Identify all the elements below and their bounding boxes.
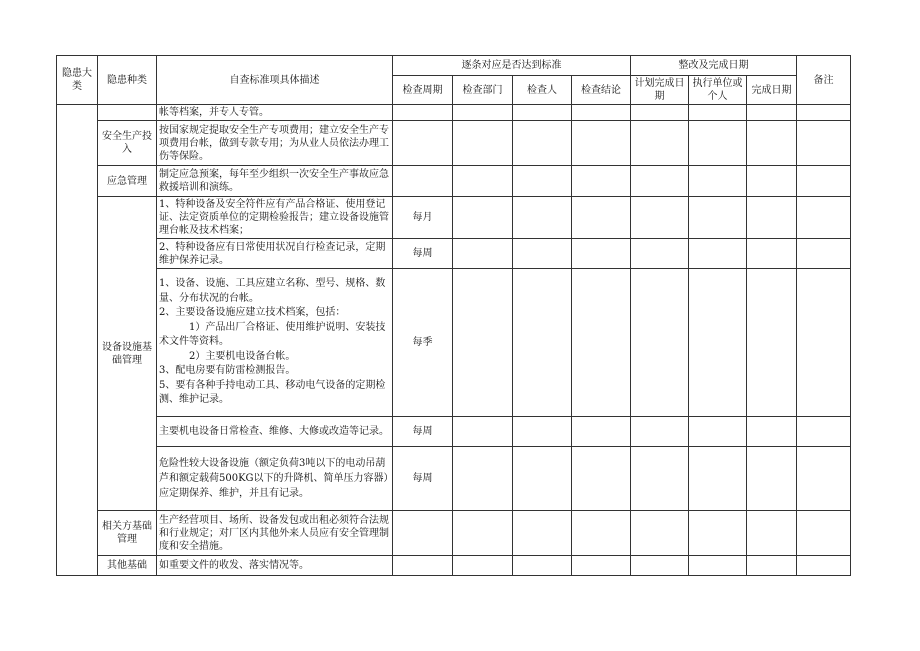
header-row-1 xyxy=(57,56,851,76)
description-cell: 制定应急预案，每年至少组织一次安全生产事故应急救援培训和演练。 xyxy=(157,166,393,197)
header-compliance-group: 逐条对应是否达到标准 xyxy=(393,56,631,76)
header-remark: 备注 xyxy=(797,56,851,105)
table-row xyxy=(57,166,851,197)
description-line: 1、设备、设施、工具应建立名称、型号、规格、数量、分布状况的台帐。 xyxy=(159,278,386,304)
cycle-cell: 每周 xyxy=(393,417,453,447)
inspection-form-table xyxy=(56,55,851,576)
table-row xyxy=(57,121,851,166)
description-cell: 2、特种设备应有日常使用状况自行检查记录，定期维护保养记录。 xyxy=(157,239,393,269)
table-row xyxy=(57,511,851,556)
description-cell: 危险性较大设备设施（额定负荷3吨以下的电动吊葫芦和额定载荷500KG以下的升降机、简单压力容器）应定期保养、维护，并且有记录。 xyxy=(157,447,393,511)
description-cell: 主要机电设备日常检查、维修、大修或改造等记录。 xyxy=(157,417,393,447)
type-cell: 其他基础 xyxy=(98,556,157,576)
type-cell: 相关方基础管理 xyxy=(98,511,157,556)
header-rectify-group: 整改及完成日期 xyxy=(631,56,797,76)
cycle-cell xyxy=(393,105,453,121)
header-executor: 执行单位或个人 xyxy=(689,76,747,105)
header-hazard-category: 隐患大类 xyxy=(57,56,98,105)
description-line: 2、主要设备设施应建立技术档案，包括： xyxy=(159,307,346,319)
cycle-cell: 每周 xyxy=(393,239,453,269)
description-cell: 帐等档案，并专人专管。 xyxy=(157,105,393,121)
type-cell: 安全生产投入 xyxy=(98,121,157,166)
table-row xyxy=(57,556,851,576)
header-description: 自查标准项具体描述 xyxy=(157,56,393,105)
cycle-cell: 每周 xyxy=(393,447,453,511)
table-row xyxy=(57,417,851,447)
header-hazard-type: 隐患种类 xyxy=(98,56,157,105)
table-row xyxy=(57,239,851,269)
header-plan-date: 计划完成日期 xyxy=(631,76,689,105)
header-check-cycle: 检查周期 xyxy=(393,76,453,105)
header-check-dept: 检查部门 xyxy=(453,76,513,105)
header-complete-date: 完成日期 xyxy=(747,76,797,105)
table-row xyxy=(57,197,851,239)
description-cell: 按国家规定提取安全生产专项费用；建立安全生产专项费用台帐，做到专款专用；为从业人员依法办理工伤等保险。 xyxy=(157,121,393,166)
table-row xyxy=(57,105,851,121)
cycle-cell: 每季 xyxy=(393,269,453,417)
type-cell: 设备设施基础管理 xyxy=(98,197,157,511)
type-cell: 应急管理 xyxy=(98,166,157,197)
description-cell xyxy=(157,269,393,417)
table-row xyxy=(57,447,851,511)
header-check-result: 检查结论 xyxy=(572,76,631,105)
description-line: 3、配电房要有防雷检测报告。 xyxy=(159,365,296,377)
category-cell xyxy=(57,105,98,576)
description-line: 2）主要机电设备台帐。 xyxy=(189,350,296,362)
header-checker: 检查人 xyxy=(513,76,572,105)
description-cell: 1、特种设备及安全符件应有产品合格证、使用登记证、法定资质单位的定期检验报告；建立设备设施管理台帐及技术档案； xyxy=(157,197,393,239)
table-row xyxy=(57,269,851,417)
description-cell: 如重要文件的收发、落实情况等。 xyxy=(157,556,393,576)
description-line: 5、要有各种手持电动工具、移动电气设备的定期检测、维护记录。 xyxy=(159,379,386,406)
type-cell xyxy=(98,105,157,121)
cycle-cell: 每月 xyxy=(393,197,453,239)
description-line: 1）产品出厂合格证、使用维护说明、安装技术文件等资料。 xyxy=(159,321,386,348)
description-cell: 生产经营项目、场所、设备发包或出租必须符合法规和行业规定；对厂区内其他外来人员应有安全管理制度和安全措施。 xyxy=(157,511,393,556)
